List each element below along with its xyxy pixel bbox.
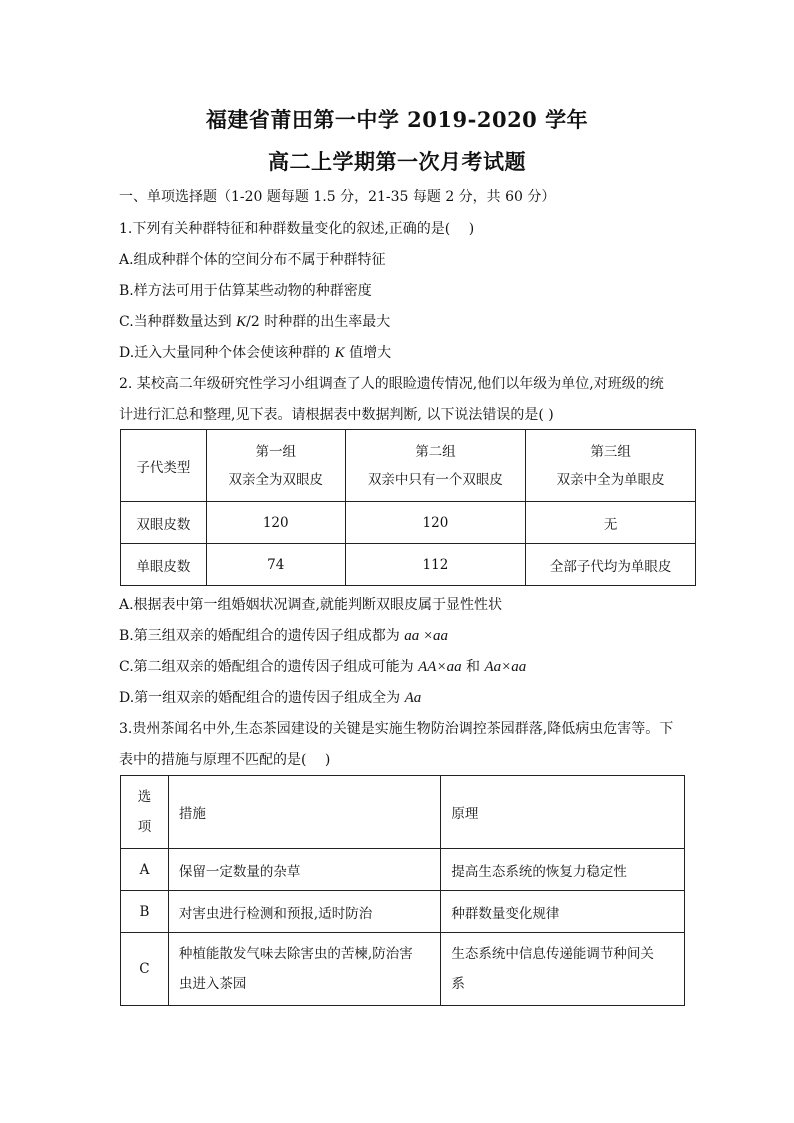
- q3-measure: 保留一定数量的杂草: [168, 849, 441, 891]
- q2-group-1-desc: 双亲全为双眼皮: [228, 471, 323, 488]
- q2-row-label: 双眼皮数: [121, 502, 207, 544]
- q2-group-2-desc: 双亲中只有一个双眼皮: [367, 471, 503, 488]
- q2-option-d: [119, 687, 421, 707]
- table-row: [121, 891, 685, 933]
- q2-option-c-formula-1: AA×aa: [418, 659, 462, 675]
- q3-option-label: C: [121, 933, 169, 1006]
- q2-cell: 无: [526, 502, 696, 544]
- q3-header-measure: 措施: [168, 776, 441, 849]
- q3-measure-line-2: 虫进入茶园: [178, 976, 247, 992]
- q2-table: [120, 429, 696, 586]
- q2-group-3-name: 第三组: [590, 443, 631, 460]
- q1-option-d: [119, 342, 391, 362]
- q3-measure-line-1: 种植能散发气味去除害虫的苦楝,防治害: [178, 946, 413, 962]
- q2-group-3-desc: 双亲中全为单眼皮: [556, 471, 665, 488]
- q2-option-c-and: 和: [461, 659, 485, 675]
- q2-option-c-formula-2: Aa×aa: [484, 659, 527, 675]
- q2-header-type: 子代类型: [121, 430, 207, 502]
- q3-principle-line-2: 系: [451, 976, 465, 992]
- q3-principle: [441, 933, 685, 1006]
- q2-header-group-2: [345, 430, 526, 502]
- q1-option-a: A.组成种群个体的空间分布不属于种群特征: [119, 252, 386, 268]
- q3-principle-line-1: 生态系统中信息传递能调节种间关: [451, 946, 654, 962]
- q3-stem-line-2: 表中的措施与原理不匹配的是( ): [119, 752, 331, 768]
- q2-cell: 112: [345, 544, 526, 586]
- q3-option-label: B: [121, 891, 169, 933]
- q2-option-d-text: D.第一组双亲的婚配组合的遗传因子组成全为: [119, 690, 405, 706]
- q1-option-c-tail: /2 时种群的出生率最大: [246, 314, 391, 330]
- q2-option-c: [119, 656, 526, 676]
- q2-cell: 74: [206, 544, 345, 586]
- q2-header-group-3: [526, 430, 696, 502]
- q2-row-label: 单眼皮数: [121, 544, 207, 586]
- q3-header-principle: 原理: [441, 776, 685, 849]
- q1-option-c-k: K: [236, 314, 247, 330]
- q3-header-option-1: 选: [137, 789, 152, 805]
- q2-option-d-formula: Aa: [404, 690, 422, 706]
- q1-stem: 1.下列有关种群特征和种群数量变化的叙述,正确的是( ): [119, 221, 475, 237]
- q2-group-1-name: 第一组: [255, 443, 296, 460]
- q2-cell: 全部子代均为单眼皮: [526, 544, 696, 586]
- q2-header-group-1: [206, 430, 345, 502]
- q1-option-d-k: K: [334, 345, 345, 361]
- q2-option-b: [119, 625, 448, 645]
- q1-option-d-tail: 值增大: [344, 345, 392, 361]
- q2-stem-line-1: 2. 某校高二年级研究性学习小组调查了人的眼睑遗传情况,他们以年级为单位,对班级的统: [119, 376, 664, 392]
- q3-option-label: A: [121, 849, 169, 891]
- q2-option-a: A.根据表中第一组婚姻状况调查,就能判断双眼皮属于显性性状: [119, 597, 503, 613]
- table-row: [121, 776, 685, 849]
- q3-measure: 对害虫进行检测和预报,适时防治: [168, 891, 441, 933]
- table-row: [121, 430, 696, 502]
- q3-header-option: [121, 776, 169, 849]
- q1-option-d-text: D.迁入大量同种个体会使该种群的: [119, 345, 335, 361]
- q1-option-b: B.样方法可用于估算某些动物的种群密度: [119, 283, 372, 299]
- q3-measure: [168, 933, 441, 1006]
- section-header: 一、单项选择题（1-20 题每题 1.5 分，21-35 每题 2 分，共 60 分）: [119, 189, 556, 205]
- q3-table: [120, 775, 685, 1006]
- table-row: [121, 933, 685, 1006]
- q2-option-c-text: C.第二组双亲的婚配组合的遗传因子组成可能为: [119, 659, 419, 675]
- q1-option-c-text: C.当种群数量达到: [119, 314, 237, 330]
- q3-stem-line-1: 3.贵州茶闻名中外,生态茶园建设的关键是实施生物防治调控茶园群落,降低病虫危害等。下: [119, 721, 674, 737]
- table-row: [121, 544, 696, 586]
- q1-option-c: [119, 311, 390, 331]
- title-line-1: 福建省莆田第一中学 2019-2020 学年: [205, 107, 589, 132]
- q2-cell: 120: [206, 502, 345, 544]
- table-row: [121, 502, 696, 544]
- q2-group-2-name: 第二组: [415, 443, 456, 460]
- q3-principle: 种群数量变化规律: [441, 891, 685, 933]
- q2-option-b-text: B.第三组双亲的婚配组合的遗传因子组成都为: [119, 628, 405, 644]
- q2-cell: 120: [345, 502, 526, 544]
- title-line-2: 高二上学期第一次月考试题: [268, 149, 526, 174]
- q2-option-b-formula: aa ×aa: [404, 628, 449, 644]
- q3-header-option-2: 项: [137, 819, 152, 835]
- q3-principle: 提高生态系统的恢复力稳定性: [441, 849, 685, 891]
- q2-stem-line-2: 计进行汇总和整理,见下表。请根据表中数据判断, 以下说法错误的是( ): [119, 407, 554, 423]
- table-row: [121, 849, 685, 891]
